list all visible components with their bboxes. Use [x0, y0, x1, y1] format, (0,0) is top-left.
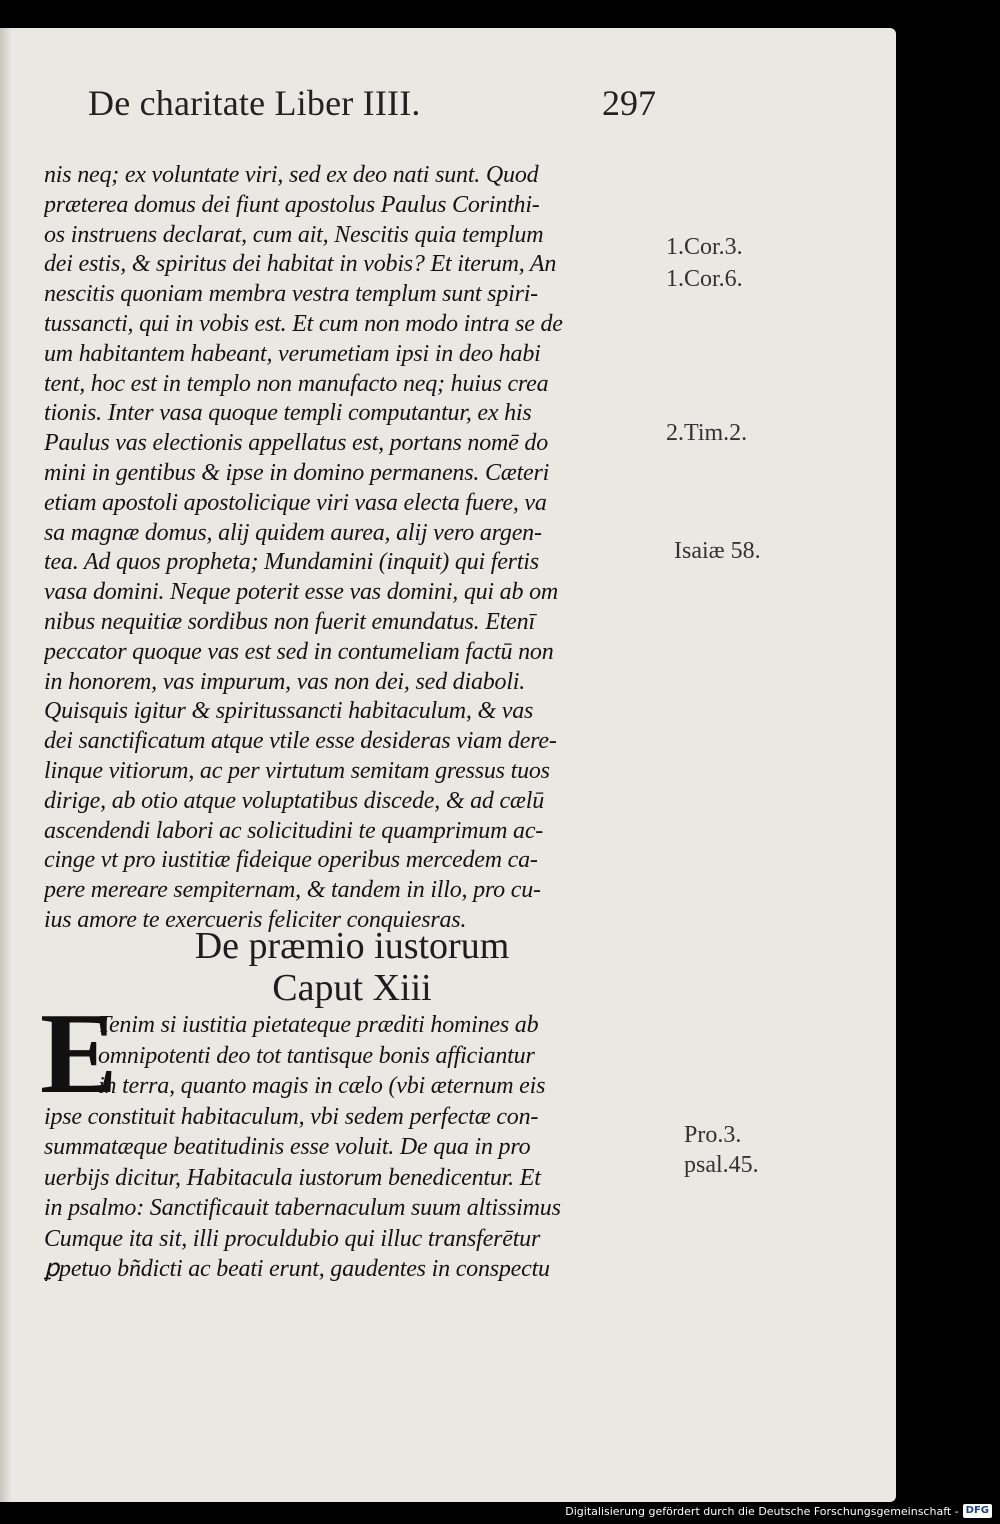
- text-line: cinge vt pro iustitiæ fideique operibus mercedem ca-: [44, 847, 538, 874]
- text-line: uerbijs dicitur, Habitacula iustorum benedicentur. Et: [44, 1164, 541, 1191]
- decorated-initial: E: [40, 990, 118, 1118]
- marginal-reference: 2.Tim.2.: [666, 420, 748, 446]
- text-line: dirige, ab otio atque voluptatibus discede, & ad cælū: [44, 787, 545, 814]
- text-line: os instruens declarat, cum ait, Nescitis quia templum: [44, 221, 544, 248]
- text-line: præterea domus dei fiunt apostolus Paulus Corinthi-: [44, 191, 540, 218]
- text-line: linque vitiorum, ac per virtutum semitam gressus tuos: [44, 758, 550, 784]
- text-line: ascendendi labori ac solicitudini te quamprimum ac-: [44, 817, 544, 844]
- text-line: vasa domini. Neque poterit esse vas domini, qui ab om: [44, 579, 559, 606]
- text-line: tussancti, qui in vobis est. Et cum non modo intra se de: [44, 311, 563, 337]
- chapter-title: De præmio iustorum: [194, 925, 510, 967]
- text-line: mini in gentibus & ipse in domino permanens. Cæteri: [44, 460, 550, 486]
- text-line: dei sanctificatum atque vtile esse desideras viam dere-: [44, 728, 557, 755]
- digitization-credit: [565, 1502, 992, 1520]
- credit-text: Digitalisierung gefördert durch die Deutsche Forschungsgemeinschaft -: [565, 1504, 959, 1518]
- running-title: De charitate Liber IIII.: [88, 83, 421, 123]
- text-line: Paulus vas electionis appellatus est, portans nomē do: [44, 430, 549, 457]
- text-line: tionis. Inter vasa quoque templi computantur, ex his: [44, 400, 532, 427]
- text-line: um habitantem habeant, verumetiam ipsi in deo habi: [44, 340, 541, 367]
- text-line: summatæque beatitudinis esse voluit. De qua in pro: [44, 1134, 531, 1160]
- text-line: pere mereare sempiternam, & tandem in illo, pro cu-: [44, 877, 541, 904]
- text-line: nibus nequitiæ sordibus non fuerit emundatus. Etenī: [44, 609, 535, 635]
- text-line: ipse constituit habitaculum, vbi sedem perfectæ con-: [44, 1103, 539, 1130]
- text-line: in terra, quanto magis in cælo (vbi æternum eis: [98, 1073, 546, 1099]
- page-header: [88, 82, 656, 130]
- text-line: etiam apostoli apostolicique viri vasa electa fuere, va: [44, 489, 547, 516]
- chapter-number: Caput Xiii: [272, 967, 432, 1009]
- marginal-reference: Isaiæ 58.: [674, 538, 761, 564]
- text-line: tent, hoc est in templo non manufacto neq; huius crea: [44, 370, 549, 397]
- text-line: in psalmo: Sanctificauit tabernaculum suum altissimus: [44, 1195, 561, 1221]
- text-line: nis neq; ex voluntate viri, sed ex deo nati sunt. Quod: [44, 162, 539, 188]
- text-line: nescitis quoniam membra vestra templum sunt spiri-: [44, 281, 538, 308]
- text-line: Tenim si iustitia pietateque præditi homines ab: [98, 1012, 539, 1038]
- marginal-reference: 1.Cor.3.: [666, 234, 743, 260]
- text-line: peccator quoque vas est sed in contumeliam factū non: [44, 638, 554, 665]
- marginal-reference: 1.Cor.6.: [666, 266, 743, 292]
- text-line: dei estis, & spiritus dei habitat in vobis? Et iterum, An: [44, 251, 557, 278]
- page-number: 297: [602, 83, 656, 123]
- text-line: ꝑpetuo bñdicti ac beati erunt, gaudentes in conspectu: [44, 1256, 550, 1282]
- text-line: Quisquis igitur & spiritussancti habitaculum, & vas: [44, 698, 534, 725]
- dfg-logo: DFG: [963, 1504, 992, 1518]
- marginal-reference: psal.45.: [684, 1152, 759, 1178]
- text-line: ius amore te exercueris feliciter conquiesras.: [44, 907, 467, 933]
- text-line: omnipotenti deo tot tantisque bonis afficiantur: [98, 1042, 535, 1069]
- text-line: in honorem, vas impurum, vas non dei, sed diaboli.: [44, 668, 526, 695]
- text-line: Cumque ita sit, illi proculdubio qui illuc transferētur: [44, 1225, 541, 1252]
- marginal-reference: Pro.3.: [684, 1122, 742, 1148]
- text-line: tea. Ad quos propheta; Mundamini (inquit) qui fertis: [44, 549, 539, 576]
- text-line: sa magnæ domus, alij quidem aurea, alij vero argen-: [44, 519, 542, 546]
